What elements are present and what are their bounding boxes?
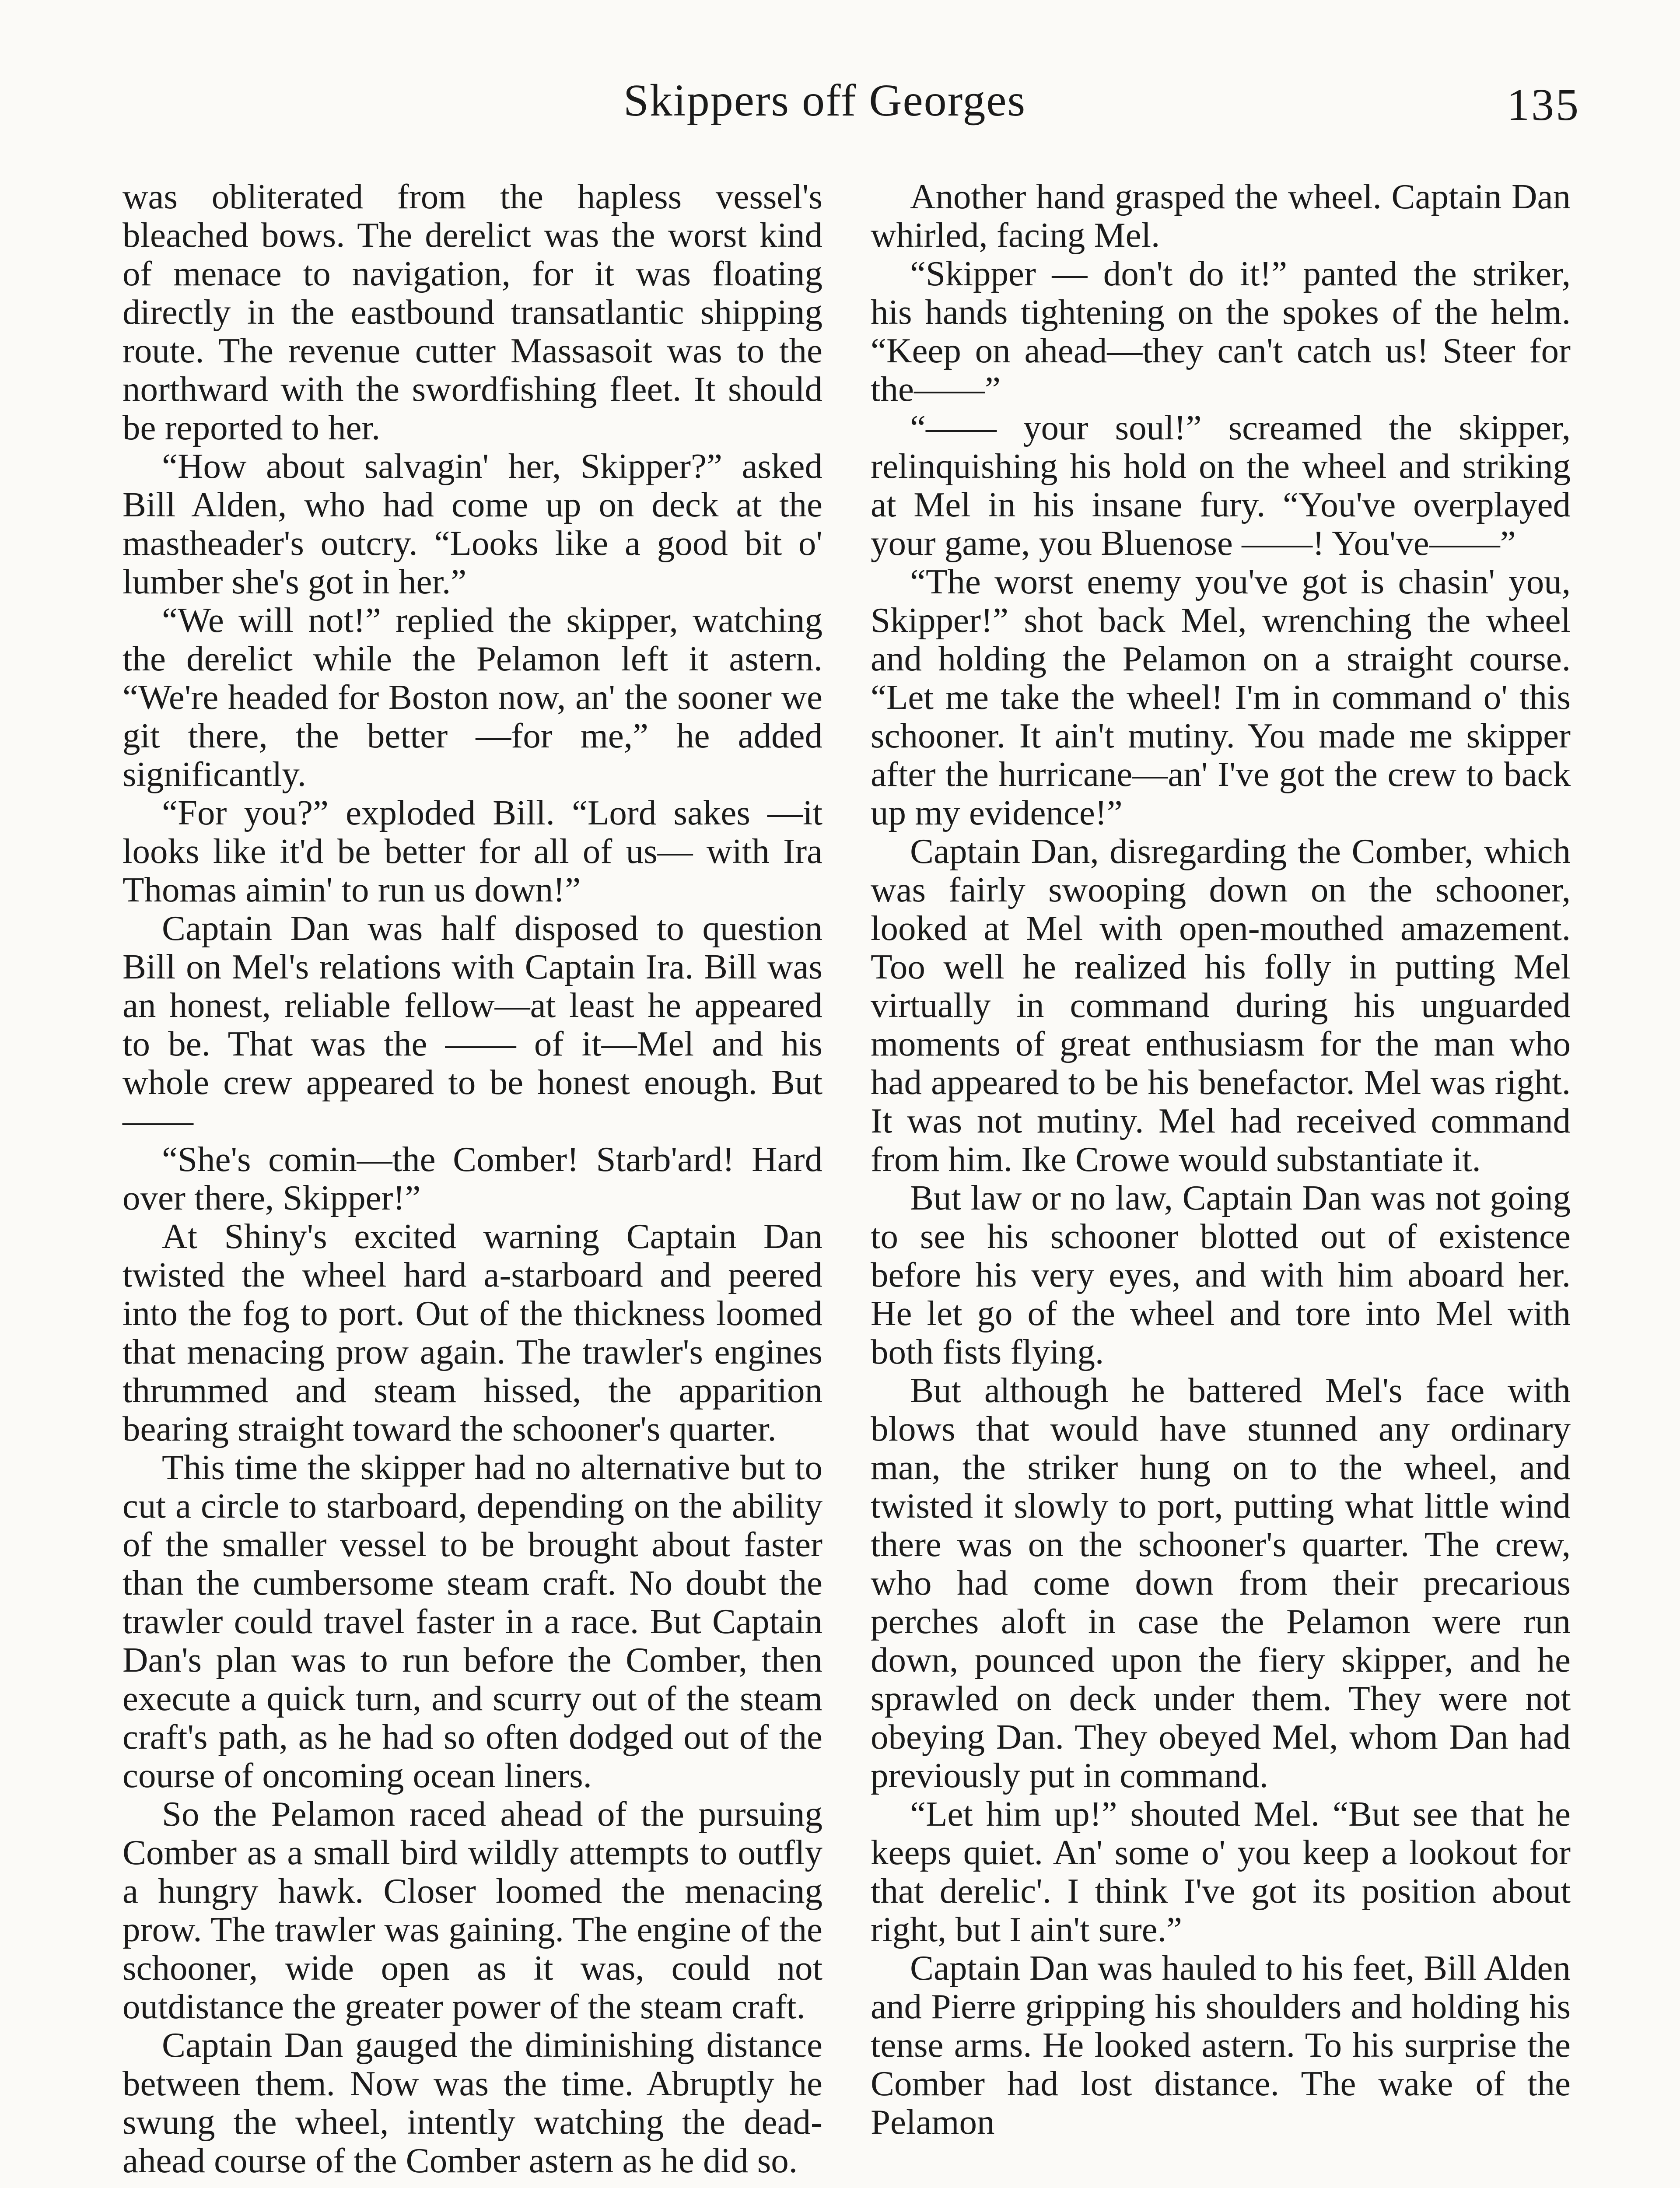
paragraph: “How about salvagin' her, Skipper?” asked Bill Alden, who had come up on deck at the mastheader's outcry. “Looks like a good bit o' lumber she's got in her.” (122, 446, 822, 601)
paragraph: At Shiny's excited warning Captain Dan twisted the wheel hard a-starboard and peered into the fog to port. Out of the thickness loomed that menacing prow again. The trawler's engines thrummed and steam hissed, the apparition bearing straight toward the schooner's quarter. (122, 1217, 822, 1448)
page-number: 135 (1507, 80, 1580, 130)
paragraph: This time the skipper had no alternative but to cut a circle to starboard, depending on the ability of the smaller vessel to be brought about faster than the cumbersome steam craft. No doubt the trawler could travel faster in a race. But Captain Dan's plan was to run before the Comber, then execute a quick turn, and scurry out of the steam craft's path, as he had so often dodged out of the course of oncoming ocean liners. (122, 1448, 822, 1795)
paragraph: Captain Dan was half disposed to question Bill on Mel's relations with Captain Ira. Bill was an honest, reliable fellow—at least he appeared to be. That was the —— of it—Mel and his whole crew appeared to be honest enough. But—— (122, 908, 822, 1140)
paragraph: “Skipper — don't do it!” panted the striker, his hands tightening on the spokes of the helm. “Keep on ahead—they can't catch us! Steer for the——” (871, 254, 1571, 409)
paragraph: was obliterated from the hapless vessel's bleached bows. The derelict was the worst kind of menace to navigation, for it was floating directly in the eastbound transatlantic shipping route. The revenue cutter Massasoit was to the northward with the swordfishing fleet. It should be reported to her. (122, 177, 822, 447)
paragraph: Another hand grasped the wheel. Captain Dan whirled, facing Mel. (871, 177, 1571, 255)
paragraph: Captain Dan was hauled to his feet, Bill Alden and Pierre gripping his shoulders and holding his tense arms. He looked astern. To his surprise the Comber had lost distance. The wake of the Pelamon (871, 1948, 1571, 2142)
running-title: Skippers off Georges (623, 75, 1026, 126)
paragraph: “We will not!” replied the skipper, watching the derelict while the Pelamon left it astern. “We're headed for Boston now, an' the sooner we git there, the better —for me,” he added significantly. (122, 600, 822, 794)
left-text-column (122, 177, 822, 2180)
paragraph: Captain Dan gauged the diminishing distance between them. Now was the time. Abruptly he swung the wheel, intently watching the dead-ahead course of the Comber astern as he did so. (122, 2025, 822, 2180)
paragraph: But law or no law, Captain Dan was not going to see his schooner blotted out of existence before his very eyes, and with him aboard her. He let go of the wheel and tore into Mel with both fists flying. (871, 1178, 1571, 1371)
paragraph: But although he battered Mel's face with blows that would have stunned any ordinary man, the striker hung on to the wheel, and twisted it slowly to port, putting what little wind there was on the schooner's quarter. The crew, who had come down from their precarious perches aloft in case the Pelamon were run down, pounced upon the fiery skipper, and he sprawled on deck under them. They were not obeying Dan. They obeyed Mel, whom Dan had previously put in command. (871, 1371, 1571, 1795)
paragraph: “She's comin—the Comber! Starb'ard! Hard over there, Skipper!” (122, 1140, 822, 1217)
paragraph: “The worst enemy you've got is chasin' you, Skipper!” shot back Mel, wrenching the wheel and holding the Pelamon on a straight course. “Let me take the wheel! I'm in command o' this schooner. It ain't mutiny. You made me skipper after the hurricane—an' I've got the crew to back up my evidence!” (871, 562, 1571, 832)
right-text-column (871, 177, 1571, 2141)
paragraph: So the Pelamon raced ahead of the pursuing Comber as a small bird wildly attempts to outfly a hungry hawk. Closer loomed the menacing prow. The trawler was gaining. The engine of the schooner, wide open as it was, could not outdistance the greater power of the steam craft. (122, 1794, 822, 2026)
paragraph: “—— your soul!” screamed the skipper, relinquishing his hold on the wheel and striking at Mel in his insane fury. “You've overplayed your game, you Bluenose ——! You've——” (871, 408, 1571, 563)
paragraph: “For you?” exploded Bill. “Lord sakes —it looks like it'd be better for all of us— with Ira Thomas aimin' to run us down!” (122, 793, 822, 909)
paragraph: Captain Dan, disregarding the Comber, which was fairly swooping down on the schooner, looked at Mel with open-mouthed amazement. Too well he realized his folly in putting Mel virtually in command during his unguarded moments of great enthusiasm for the man who had appeared to be his benefactor. Mel was right. It was not mutiny. Mel had received command from him. Ike Crowe would substantiate it. (871, 831, 1571, 1179)
paragraph: “Let him up!” shouted Mel. “But see that he keeps quiet. An' some o' you keep a lookout for that derelic'. I think I've got its position about right, but I ain't sure.” (871, 1794, 1571, 1949)
